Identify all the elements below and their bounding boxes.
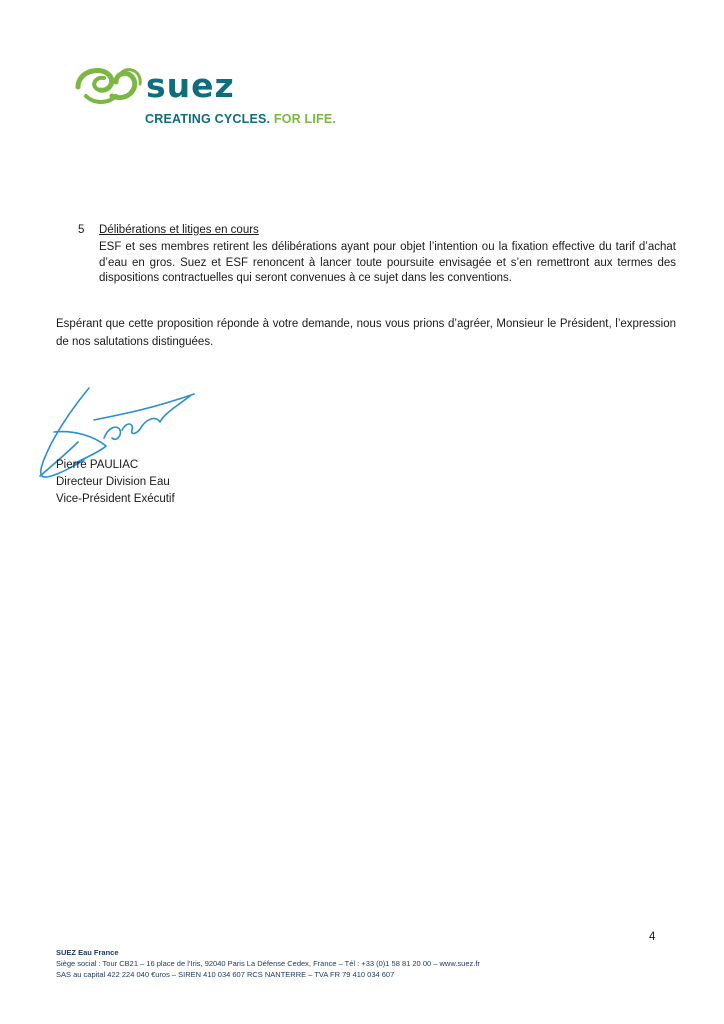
tagline-main: CREATING CYCLES. bbox=[145, 112, 271, 126]
signatory-name: Pierre PAULIAC bbox=[56, 459, 139, 471]
signatory-role-1: Directeur Division Eau bbox=[56, 476, 170, 488]
signatory-role-2: Vice-Président Exécutif bbox=[56, 493, 175, 505]
footer-company: SUEZ Eau France bbox=[56, 948, 119, 957]
tagline-accent: FOR LIFE. bbox=[273, 112, 337, 126]
footer bbox=[56, 947, 480, 980]
section-paragraph: ESF et ses membres retirent les délibérations ayant pour objet l’intention ou la fixation effective du tarif d’achat d’eau en gros. Suez et ESF renoncent à lancer toute poursuite envisagée et s’en remettront aux termes des dispositions contractuelles qui seront convenues à ce sujet dans les conventions. bbox=[99, 241, 676, 284]
closing-paragraph: Espérant que cette proposition réponde à votre demande, nous vous prions d’agréer, Monsieur le Président, l’expression de nos salutations distinguées. bbox=[56, 318, 676, 348]
tagline bbox=[145, 112, 336, 126]
section-number: 5 bbox=[78, 224, 85, 236]
footer-line-1: Siège social : Tour CB21 – 16 place de l’Iris, 92040 Paris La Défense Cedex, France – Tél : +33 (0)1 58 81 20 00 – www.suez.fr bbox=[56, 959, 480, 968]
section-title: Délibérations et litiges en cours bbox=[99, 224, 259, 236]
footer-line-2: SAS au capital 422 224 040 €uros – SIREN 410 034 607 RCS NANTERRE – TVA FR 79 410 034 607 bbox=[56, 970, 395, 979]
page-number: 4 bbox=[649, 931, 656, 943]
suez-spiral-icon bbox=[78, 70, 140, 102]
suez-logo bbox=[72, 60, 272, 110]
signature-block bbox=[56, 457, 175, 508]
logo-wordmark: suez bbox=[146, 66, 235, 105]
